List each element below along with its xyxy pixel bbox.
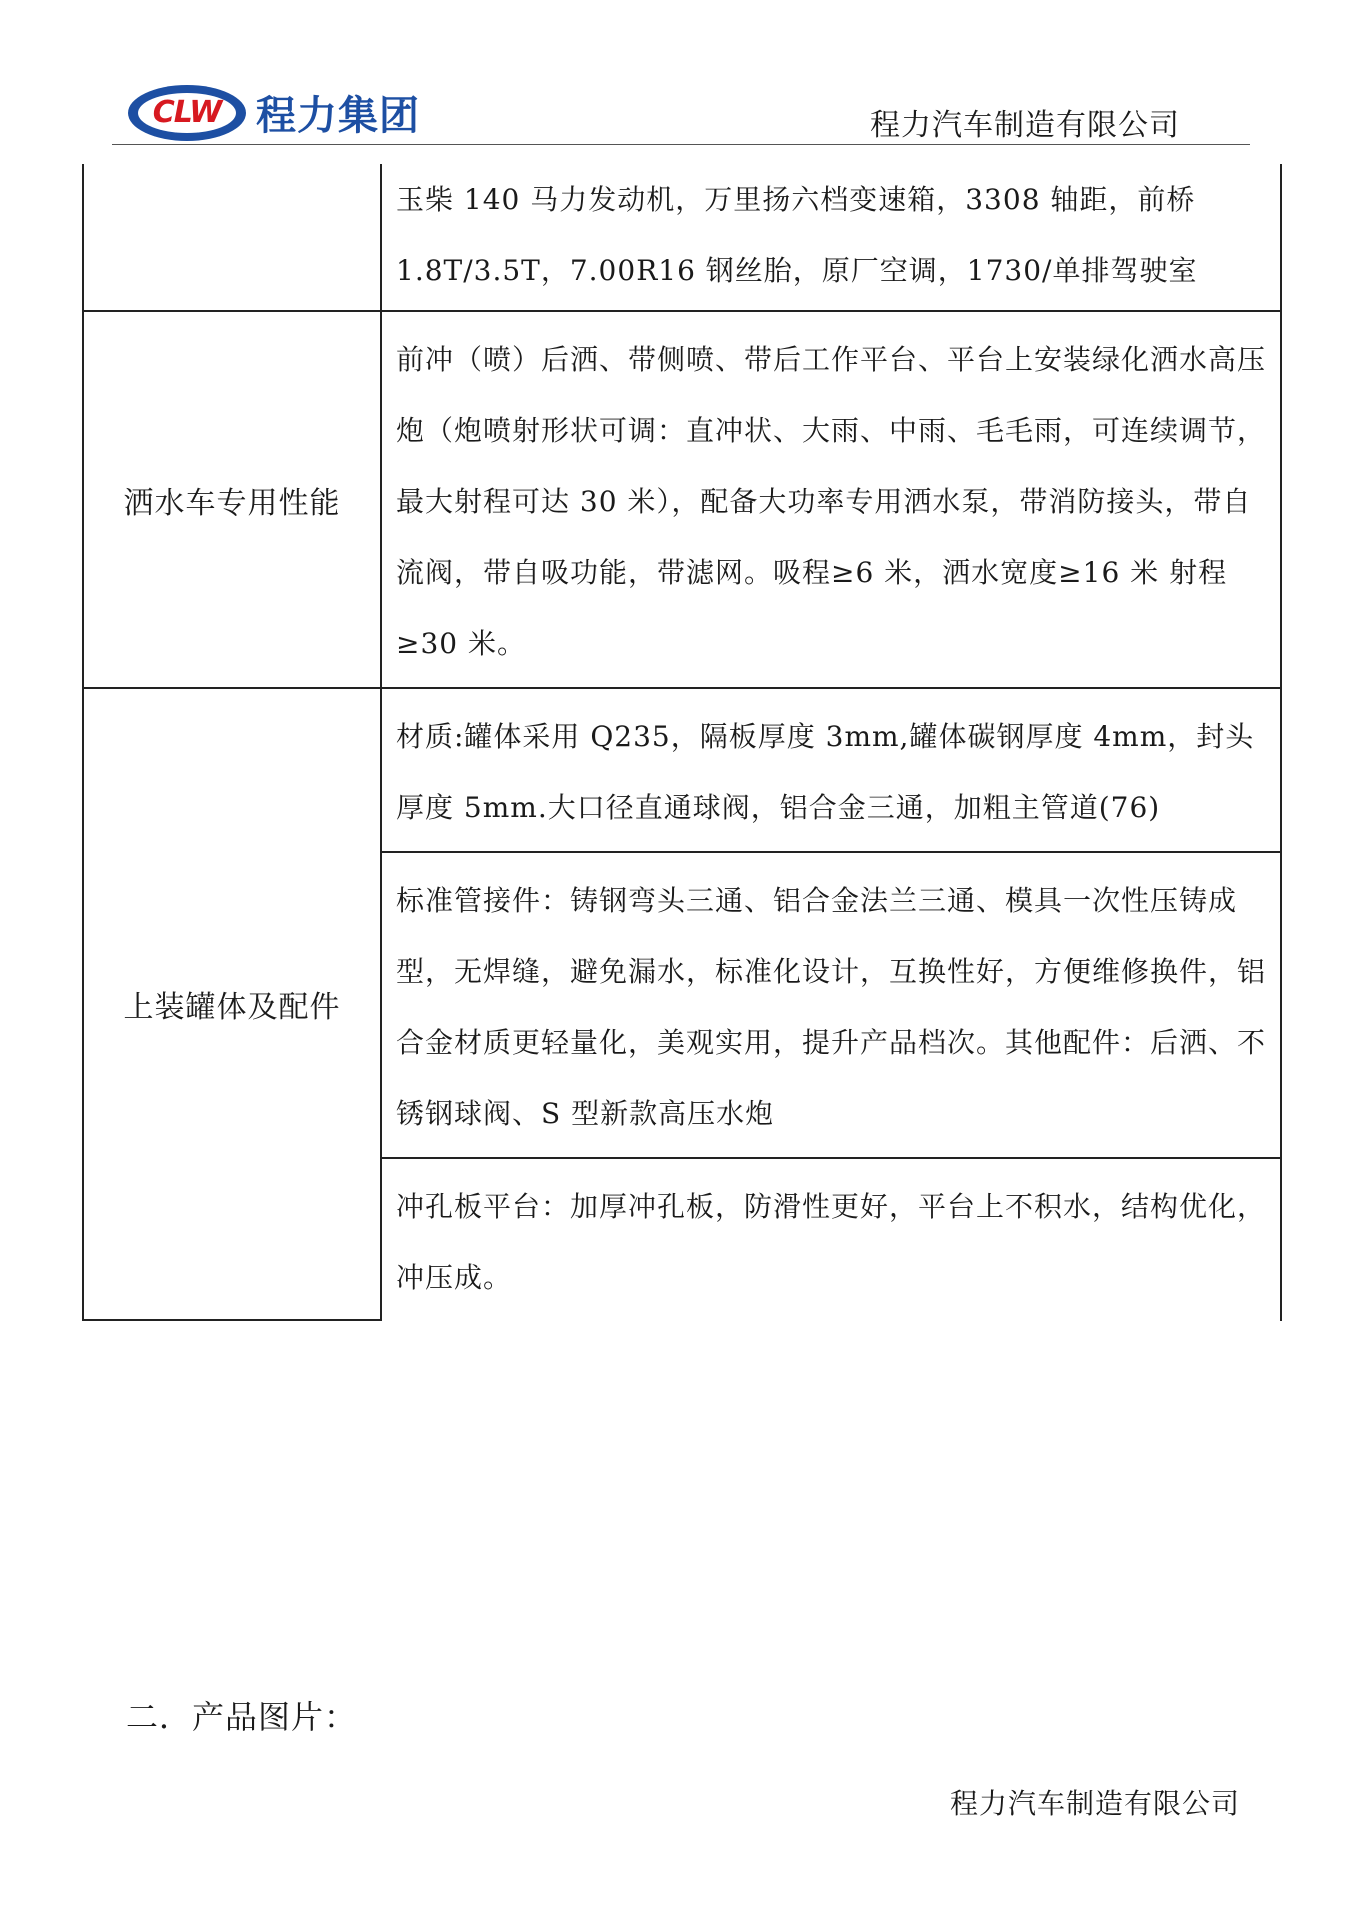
row-content: 标准管接件：铸钢弯头三通、铝合金法兰三通、模具一次性压铸成型，无焊缝，避免漏水，标准化设计，互换性好，方便维修换件，铝合金材质更轻量化，美观实用，提升产品档次。其他配件：后洒、不锈钢球阀、S 型新款高压水炮 [382,853,1280,1159]
company-logo [128,84,420,141]
row-label: 上装罐体及配件 [82,689,382,1321]
row-content: 前冲（喷）后洒、带侧喷、带后工作平台、平台上安装绿化洒水高压炮（炮喷射形状可调：直冲状、大雨、中雨、毛毛雨，可连续调节，最大射程可达 30 米），配备大功率专用洒水泵，带消防接头，带自流阀，带自吸功能，带滤网。吸程≥6 米，洒水宽度≥16 米 射程≥30 米。 [396,343,1267,660]
row-content: 玉柴 140 马力发动机，万里扬六档变速箱，3308 轴距，前桥 1.8T/3.5T，7.00R16 钢丝胎，原厂空调，1730/单排驾驶室 [396,183,1198,287]
row-label [82,164,382,310]
table-row [82,689,1282,1321]
row-label: 洒水车专用性能 [82,312,382,687]
logo-mark: CLW [152,95,222,130]
table-row [82,312,1282,689]
footer-company-name: 程力汽车制造有限公司 [950,1787,1241,1820]
header-divider [112,144,1250,145]
logo-text: 程力集团 [256,93,420,139]
table-row [82,164,1282,312]
logo-badge [128,85,246,141]
row-content: 冲孔板平台：加厚冲孔板，防滑性更好，平台上不积水，结构优化，冲压成。 [396,1190,1267,1294]
row-content: 材质:罐体采用 Q235，隔板厚度 3mm,罐体碳钢厚度 4mm，封头厚度 5mm.大口径直通球阀，铝合金三通，加粗主管道(76) [382,689,1280,853]
header-company-name: 程力汽车制造有限公司 [870,108,1180,143]
spec-table [82,164,1282,1321]
section-heading: 二．产品图片： [126,1698,358,1736]
